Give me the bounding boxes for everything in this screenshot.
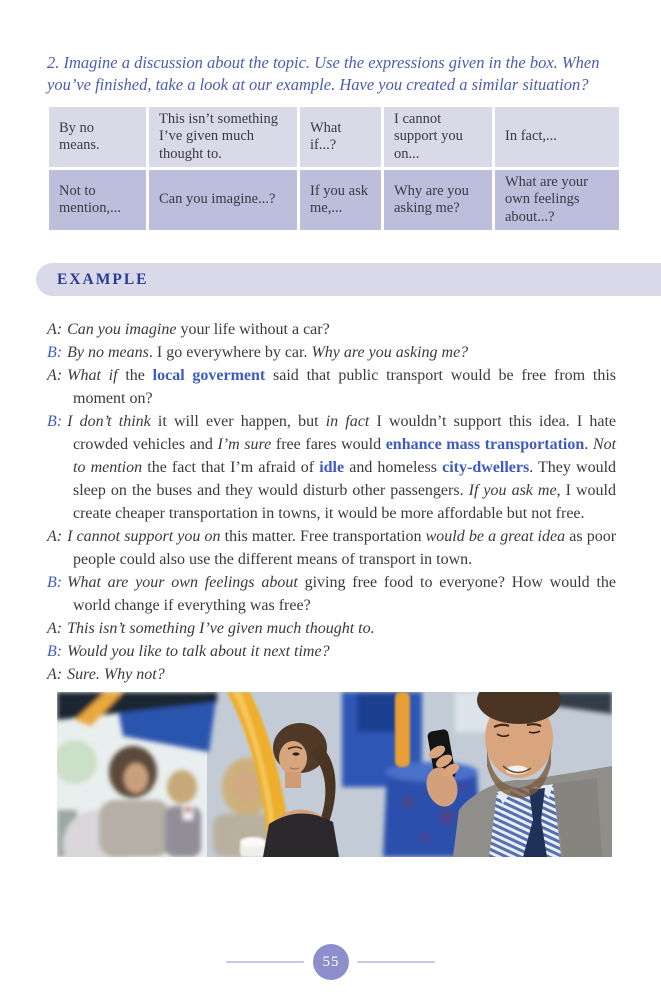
- example-dialogue: [47, 318, 616, 686]
- dialogue-text: Sure. Why not?: [67, 666, 165, 683]
- workbook-page: [0, 52, 661, 997]
- table-cell: I cannot support you on...: [384, 107, 492, 167]
- task-instruction: 2. Imagine a discussion about the topic. Use the expressions given in the box. When you’ve finished, take a look at our example. Have you created a similar situation?: [47, 53, 600, 94]
- dialogue-text: By no means. I go everywhere by car. Why are you asking me?: [67, 344, 469, 361]
- dialogue-line: [47, 571, 616, 617]
- speaker-label: A:: [47, 321, 63, 338]
- dialogue-text: What if the local goverment said that public transport would be free from this moment on?: [67, 367, 617, 407]
- dialogue-text: I cannot support you on this matter. Free transportation would be a great idea as poor people could also use the different means of transport in town.: [67, 528, 617, 568]
- dialogue-line: [47, 663, 616, 686]
- table-cell: What are your own feelings about...?: [495, 170, 619, 230]
- bus-passengers-photo: [57, 692, 612, 857]
- table-cell: Why are you asking me?: [384, 170, 492, 230]
- example-section-title: EXAMPLE: [57, 270, 149, 288]
- dialogue-text: Can you imagine your life without a car?: [67, 321, 330, 338]
- table-cell: In fact,...: [495, 107, 619, 167]
- dialogue-line: [47, 525, 616, 571]
- table-cell: Can you imagine...?: [149, 170, 297, 230]
- dialogue-text: This isn’t something I’ve given much thought to.: [67, 620, 375, 637]
- speaker-label: A:: [47, 620, 63, 637]
- dialogue-line: [47, 364, 616, 410]
- dialogue-line: [47, 617, 616, 640]
- dialogue-line: [47, 410, 616, 525]
- speaker-label: A:: [47, 367, 63, 384]
- example-section-band: [36, 263, 661, 296]
- footer-divider-right: [357, 961, 435, 963]
- table-cell: What if...?: [300, 107, 381, 167]
- speaker-label: B:: [47, 344, 63, 361]
- table-cell: If you ask me,...: [300, 170, 381, 230]
- speaker-label: B:: [47, 643, 63, 660]
- dialogue-text: What are your own feelings about giving free food to everyone? How would the world change if everything was free?: [67, 574, 617, 614]
- dialogue-text: Would you like to talk about it next time?: [67, 643, 330, 660]
- dialogue-text: I don’t think it will ever happen, but in fact I wouldn’t support this idea. I hate crowded vehicles and I’m sure free fares would enhance mass transportation. Not to mention the fact that I’m afraid of idle and homeless city-dwellers. They would sleep on the buses and they would disturb other passengers. If you ask me, I would create cheaper transportation in towns, it would be more affordable but not free.: [67, 413, 617, 522]
- dialogue-line: [47, 640, 616, 663]
- dialogue-line: [47, 318, 616, 341]
- expressions-table: [49, 107, 619, 230]
- page-number-badge: 55: [313, 944, 349, 980]
- speaker-label: B:: [47, 413, 63, 430]
- speaker-label: B:: [47, 574, 63, 591]
- table-cell: Not to mention,...: [49, 170, 146, 230]
- table-cell: This isn’t something I’ve given much thought to.: [149, 107, 297, 167]
- speaker-label: A:: [47, 528, 63, 545]
- footer-divider-left: [226, 961, 304, 963]
- table-cell: By no means.: [49, 107, 146, 167]
- dialogue-line: [47, 341, 616, 364]
- page-footer: [0, 944, 661, 981]
- speaker-label: A:: [47, 666, 63, 683]
